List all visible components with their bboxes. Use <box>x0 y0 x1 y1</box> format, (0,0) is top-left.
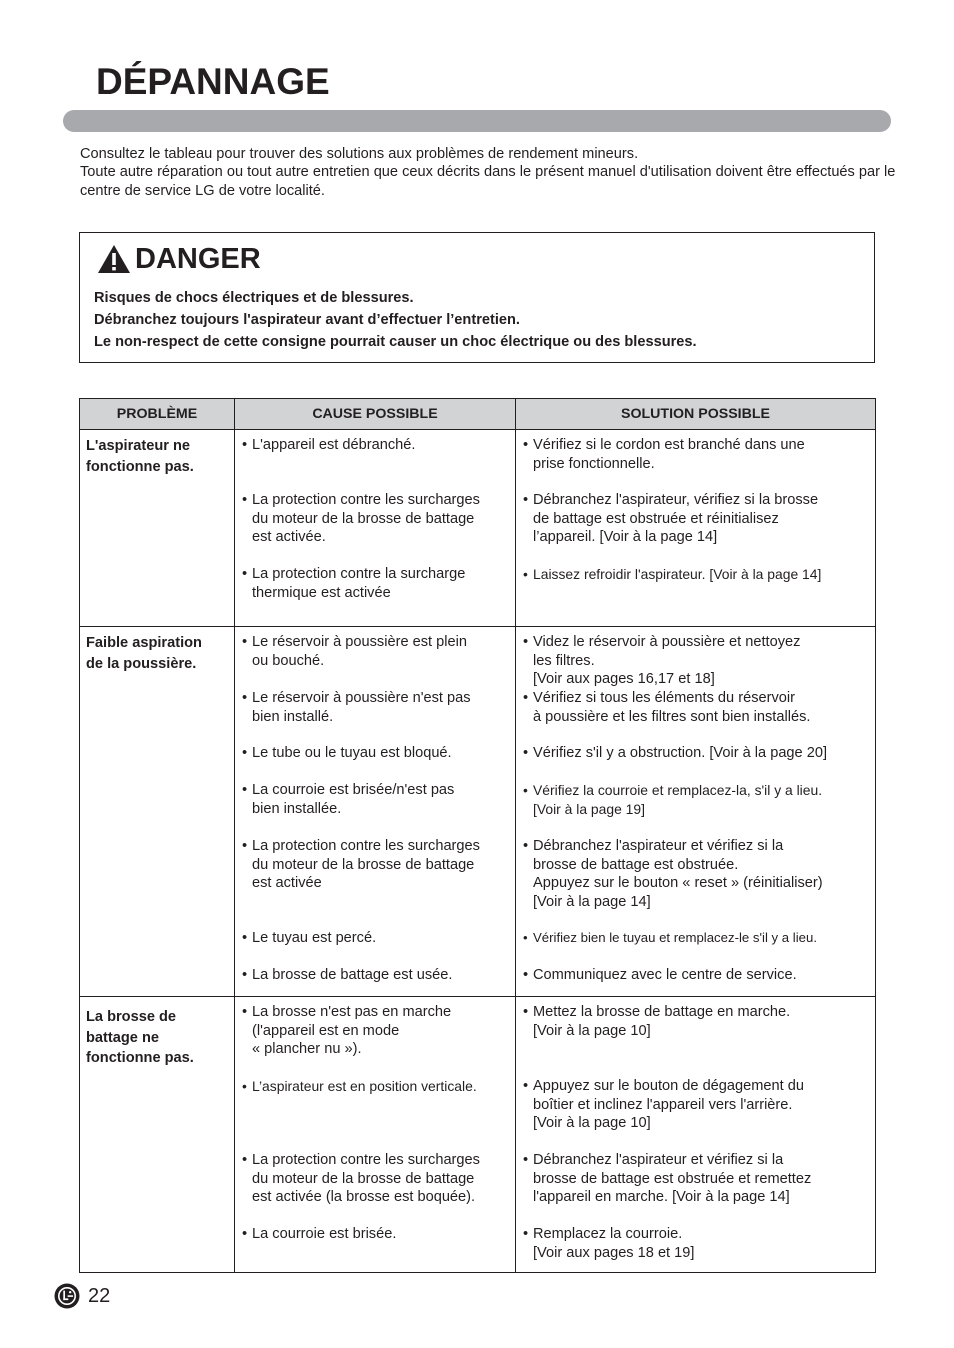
header-solution: SOLUTION POSSIBLE <box>516 399 876 430</box>
danger-box <box>79 232 875 363</box>
intro-line: Consultez le tableau pour trouver des solutions aux problèmes de rendement mineurs. <box>80 146 639 162</box>
solution-item: • Videz le réservoir à poussière et nettoyez les filtres. [Voir aux pages 16,17 et 18] <box>516 633 875 689</box>
cause-cell <box>235 430 516 627</box>
lg-logo-icon <box>54 1283 80 1309</box>
solution-item: • Débranchez l'aspirateur et vérifiez si la brosse de battage est obstruée. Appuyez sur le bouton « reset » (réinitialiser) [Voir à la page 14] <box>516 837 875 929</box>
cause-item: • La protection contre les surcharges du moteur de la brosse de battage est activée (la brosse est boquée). <box>235 1151 515 1225</box>
solution-cell <box>516 430 876 627</box>
solution-item: • Vérifiez la courroie et remplacez-la, s'il y a lieu. [Voir à la page 19] <box>516 781 875 837</box>
solution-item: • Mettez la brosse de battage en marche. [Voir à la page 10] <box>516 1003 875 1077</box>
page-title: DÉPANNAGE <box>96 61 330 102</box>
problem-cell <box>80 627 235 997</box>
problem-cell <box>80 430 235 627</box>
cause-item: • Le tuyau est percé. <box>235 929 515 966</box>
table-header-row <box>80 399 876 430</box>
troubleshooting-table <box>79 398 876 1273</box>
cause-item: • La courroie est brisée/n'est pas bien installée. <box>235 781 515 837</box>
cause-item: • Le réservoir à poussière n'est pas bien installé. <box>235 689 515 744</box>
cause-item: • Le tube ou le tuyau est bloqué. <box>235 744 515 781</box>
danger-line: Le non-respect de cette consigne pourrait causer un choc électrique ou des blessures. <box>94 334 697 350</box>
solution-item: • Vérifiez si le cordon est branché dans une prise fonctionnelle. <box>516 436 875 491</box>
solution-item: • Appuyez sur le bouton de dégagement du boîtier et inclinez l'appareil vers l'arrière. [Voir à la page 10] <box>516 1077 875 1151</box>
solution-cell <box>516 627 876 997</box>
solution-item: • Débranchez l'aspirateur, vérifiez si la brosse de battage est obstruée et réinitialisez l’appareil. [Voir à la page 14] <box>516 491 875 565</box>
solution-cell <box>516 997 876 1273</box>
solution-item: • Laissez refroidir l'aspirateur. [Voir à la page 14] <box>516 565 875 584</box>
solution-item: • Remplacez la courroie. [Voir aux pages 18 et 19] <box>516 1225 875 1262</box>
solution-item: • Débranchez l'aspirateur et vérifiez si la brosse de battage est obstruée et remettez l'appareil en marche. [Voir à la page 14] <box>516 1151 875 1225</box>
table-row <box>80 997 876 1273</box>
page-footer <box>54 1283 110 1309</box>
danger-line: Débranchez toujours l'aspirateur avant d’effectuer l’entretien. <box>94 312 520 328</box>
danger-label: DANGER <box>135 242 261 275</box>
cause-item: • La protection contre la surcharge thermique est activée <box>235 565 515 602</box>
problem-cell <box>80 997 235 1273</box>
cause-item: • La courroie est brisée. <box>235 1225 515 1244</box>
problem-text: L'aspirateur ne fonctionne pas. <box>86 438 194 475</box>
danger-line: Risques de chocs électriques et de blessures. <box>94 290 414 306</box>
danger-text <box>94 287 697 353</box>
cause-item: • Le réservoir à poussière est plein ou bouché. <box>235 633 515 689</box>
danger-header <box>97 241 261 277</box>
title-divider-bar <box>63 110 891 132</box>
solution-item: • Communiquez avec le centre de service. <box>516 966 875 985</box>
cause-item: • L’aspirateur est en position verticale. <box>235 1077 515 1151</box>
cause-cell <box>235 997 516 1273</box>
intro-line: Toute autre réparation ou tout autre entretien que ceux décrits dans le présent manuel d'utilisation doivent être effectués par le centre de service LG de votre localité. <box>80 164 896 199</box>
header-cause: CAUSE POSSIBLE <box>235 399 516 430</box>
cause-item: • La brosse de battage est usée. <box>235 966 515 985</box>
problem-text: Faible aspiration de la poussière. <box>86 635 202 672</box>
solution-item: • Vérifiez si tous les éléments du réservoir à poussière et les filtres sont bien installés. <box>516 689 875 744</box>
cause-item: • La protection contre les surcharges du moteur de la brosse de battage est activée. <box>235 491 515 565</box>
solution-item: • Vérifiez s'il y a obstruction. [Voir à la page 20] <box>516 744 875 781</box>
page-number: 22 <box>88 1284 111 1307</box>
header-problem: PROBLÈME <box>80 399 235 430</box>
warning-triangle-icon <box>97 244 131 274</box>
table-row <box>80 430 876 627</box>
cause-item: • La protection contre les surcharges du moteur de la brosse de battage est activée <box>235 837 515 929</box>
solution-item: • Vérifiez bien le tuyau et remplacez-le s'il y a lieu. <box>516 929 875 966</box>
table-row <box>80 627 876 997</box>
cause-cell <box>235 627 516 997</box>
problem-text: La brosse de battage ne fonctionne pas. <box>86 1009 194 1066</box>
intro-text <box>80 145 910 200</box>
cause-item: • L'appareil est débranché. <box>235 436 515 491</box>
cause-item: • La brosse n'est pas en marche (l'appareil est en mode « plancher nu »). <box>235 1003 515 1077</box>
